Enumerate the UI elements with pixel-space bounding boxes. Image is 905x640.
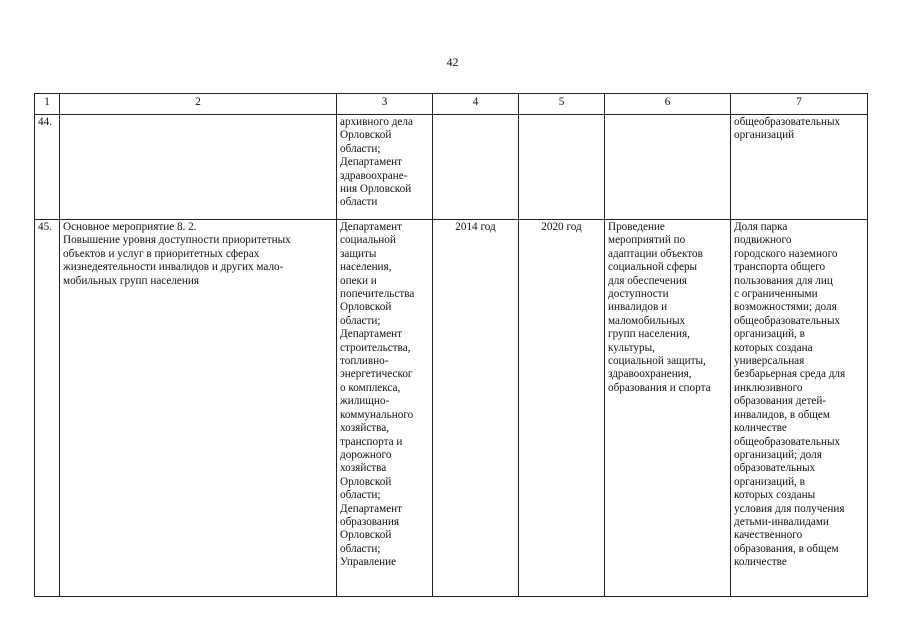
header-cell-2: 2 [60, 94, 337, 115]
result-cell [605, 115, 731, 220]
header-cell-3: 3 [337, 94, 433, 115]
start-year-cell [433, 115, 519, 220]
row-number: 44. [35, 115, 60, 220]
header-cell-7: 7 [731, 94, 868, 115]
table-row [35, 115, 868, 220]
program-table [34, 93, 868, 597]
result-cell: Проведение мероприятий по адаптации объектов социальной сферы для обеспечения доступности инвалидов и маломобильных групп населения, культуры, социальной защиты, здравоохранения, образования и спорта [605, 220, 731, 597]
executors-cell: Департамент социальной защиты населения, опеки и попечительства Орловской области; Департамент строительства, топливно- энергетическог о комплекса, жилищно- коммунального хозяйства, транспорта и дорожного хозяйства Орловской области; Департамент образования Орловской области; Управление [337, 220, 433, 597]
end-year-cell [519, 115, 605, 220]
header-cell-6: 6 [605, 94, 731, 115]
activity-cell [60, 115, 337, 220]
table-row [35, 220, 868, 597]
header-cell-5: 5 [519, 94, 605, 115]
table-header-row [35, 94, 868, 115]
end-year-cell: 2020 год [519, 220, 605, 597]
indicator-cell: Доля парка подвижного городского наземного транспорта общего пользования для лиц с ограниченными возможностями; доля общеобразовательных организаций, в которых создана универсальная безбарьерная среда для инклюзивного образования детей- инвалидов, в общем количестве общеобразовательных организаций; доля образовательных организаций, в которых созданы условия для получения детьми-инвалидами качественного образования, в общем количестве [731, 220, 868, 597]
header-cell-4: 4 [433, 94, 519, 115]
executors-cell: архивного дела Орловской области; Департамент здравоохране- ния Орловской области [337, 115, 433, 220]
indicator-cell: общеобразовательных организаций [731, 115, 868, 220]
activity-cell: Основное мероприятие 8. 2. Повышение уровня доступности приоритетных объектов и услуг в приоритетных сферах жизнедеятельности инвалидов и других мало- мобильных групп населения [60, 220, 337, 597]
start-year-cell: 2014 год [433, 220, 519, 597]
page-number: 42 [446, 55, 459, 69]
header-cell-1: 1 [35, 94, 60, 115]
row-number: 45. [35, 220, 60, 597]
